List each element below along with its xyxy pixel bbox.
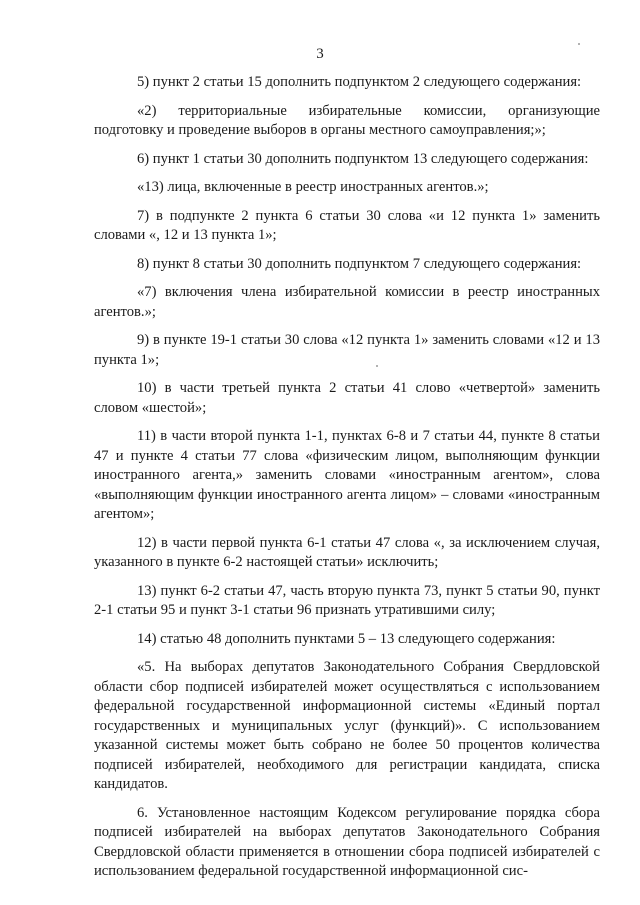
scan-speck [578, 43, 580, 45]
paragraph-point-6: 6. Установленное настоящим Кодексом регулирование порядка сбора подписей избирателей на выборах депутатов Законодательного Собрания Свердловской области применяется в отношении сбора подписей избирателей с использованием федеральной государственной информационной сис- [94, 804, 600, 879]
paragraph-item-10: 10) в части третьей пункта 2 статьи 41 слово «четвертой» заменить словом «шестой»; [94, 380, 600, 416]
paragraph-item-11: 11) в части второй пункта 1-1, пунктах 6-8 и 7 статьи 44, пункте 8 статьи 47 и пункте 4 статьи 77 слова «физическим лицом, выполняющим функции иностранного агента,» заменить словами «иностранным агентом», слова «выполняющим функции иностранного агента лицом» – словами «иностранным агентом»; [94, 428, 600, 522]
paragraph-item-7: 7) в подпункте 2 пункта 6 статьи 30 слова «и 12 пункта 1» заменить словами «, 12 и 13 пункта 1»; [94, 207, 600, 243]
paragraph-item-5: 5) пункт 2 статьи 15 дополнить подпунктом 2 следующего содержания: [137, 74, 582, 90]
paragraph-item-12: 12) в части первой пункта 6-1 статьи 47 слова «, за исключением случая, указанного в пункте 6-2 настоящей статьи» исключить; [94, 534, 600, 570]
paragraph-item-13: 13) пункт 6-2 статьи 47, часть вторую пункта 73, пункт 5 статьи 90, пункт 2-1 статьи 95 и пункт 3-1 статьи 96 признать утратившими силу; [94, 582, 600, 618]
paragraph-item-5-text: «2) территориальные избирательные комиссии, организующие подготовку и проведение выборов в органы местного самоуправления;»; [94, 102, 600, 138]
document-body [94, 73, 600, 888]
paragraph-item-6-text: «13) лица, включенные в реестр иностранных агентов.»; [137, 179, 489, 195]
paragraph-item-9: 9) в пункте 19-1 статьи 30 слова «12 пункта 1» заменить словами «12 и 13 пункта 1»; [94, 332, 600, 368]
paragraph-item-8-text: «7) включения члена избирательной комиссии в реестр иностранных агентов.»; [94, 284, 600, 320]
page-number: 3 [316, 46, 324, 62]
paragraph-item-8: 8) пункт 8 статьи 30 дополнить подпунктом 7 следующего содержания: [137, 255, 582, 272]
paragraph-item-14: 14) статью 48 дополнить пунктами 5 – 13 следующего содержания: [137, 630, 556, 647]
paragraph-point-5: «5. На выборах депутатов Законодательного Собрания Свердловской области сбор подписей избирателей может осуществляться с использованием федеральной государственной информационной системы «Единый портал государственных и муниципальных услуг (функций)». С использованием указанной системы может быть собрано не более 50 процентов количества подписей избирателей, необходимого для регистрации кандидата, списка кандидатов. [94, 659, 600, 792]
paragraph-item-6: 6) пункт 1 статьи 30 дополнить подпунктом 13 следующего содержания: [137, 150, 589, 167]
